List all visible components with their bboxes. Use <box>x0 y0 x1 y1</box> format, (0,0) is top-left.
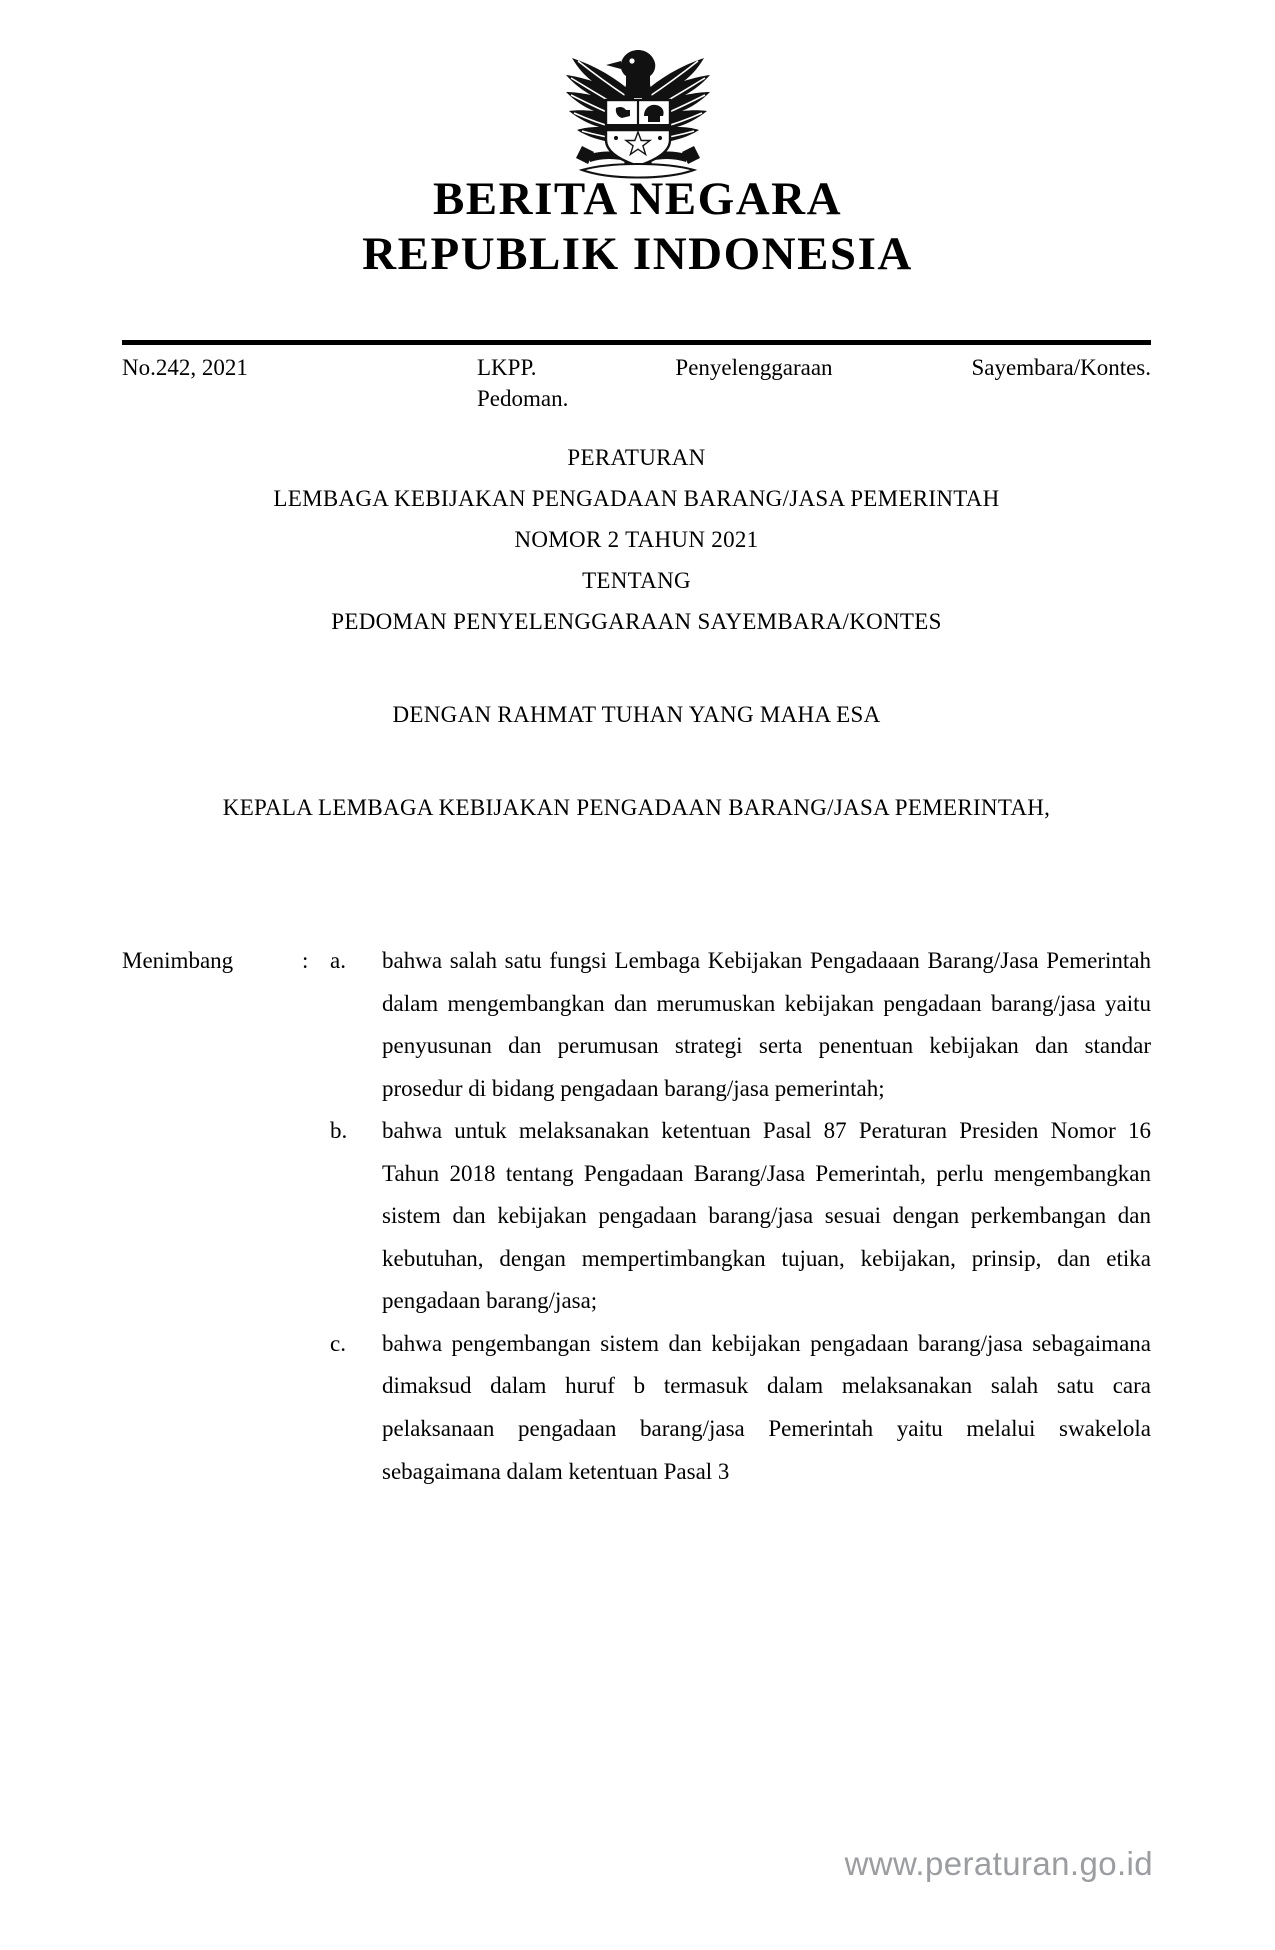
consideration-item-b <box>122 1110 1151 1323</box>
item-text-c: bahwa pengembangan sistem dan kebijakan pengadaan barang/jasa sebagaimana dimaksud dalam huruf b termasuk dalam melaksanakan salah satu cara pelaksanaan pengadaan barang/jasa Pemerintah yaitu melalui swakelola sebagaimana dalam ketentuan Pasal 3 <box>382 1330 1151 1484</box>
item-letter-c: c. <box>330 1330 346 1356</box>
masthead-line-1: BERITA NEGARA <box>432 173 843 225</box>
header-divider <box>122 340 1151 345</box>
title-institution: LEMBAGA KEBIJAKAN PENGADAAN BARANG/JASA PEMERINTAH <box>273 485 1000 511</box>
masthead <box>0 172 1275 283</box>
item-letter-a: a. <box>330 948 346 973</box>
item-text-b: bahwa untuk melaksanakan ketentuan Pasal 87 Peraturan Presiden Nomor 16 Tahun 2018 tentang Pengadaan Barang/Jasa Pemerintah, perlu mengembangkan sistem dan kebijakan pengadaan barang/jasa sesuai dengan perkembangan dan kebutuhan, dengan mempertimbangkan tujuan, kebijakan, prinsip, dan etika pengadaan barang/jasa; <box>382 1118 1151 1314</box>
header-meta-row <box>122 352 1151 414</box>
consideration-item-a <box>122 940 1151 1110</box>
consideration-item-c <box>122 1323 1151 1493</box>
gazette-subject-line-1: LKPP. Penyelenggaraan Sayembara/Kontes. <box>477 355 1151 380</box>
item-letter-b: b. <box>330 1118 348 1144</box>
title-block <box>122 438 1151 829</box>
title-tentang: TENTANG <box>582 567 691 593</box>
footer <box>0 1845 1275 1883</box>
item-text-a: bahwa salah satu fungsi Lembaga Kebijakan Pengadaaan Barang/Jasa Pemerintah dalam mengembangkan dan merumuskan kebijakan pengadaan barang/jasa yaitu penyusunan dan perumusan strategi serta penentuan kebijakan dan standar prosedur di bidang pengadaan barang/jasa pemerintah; <box>382 948 1151 1101</box>
title-authority: KEPALA LEMBAGA KEBIJAKAN PENGADAAN BARANG/JASA PEMERINTAH, <box>222 794 1051 820</box>
title-invocation: DENGAN RAHMAT TUHAN YANG MAHA ESA <box>392 701 881 727</box>
title-peraturan: PERATURAN <box>567 445 706 470</box>
title-spacer-2 <box>122 736 1151 788</box>
gazette-subject-line-2: Pedoman. <box>477 386 569 412</box>
title-subject: PEDOMAN PENYELENGGARAAN SAYEMBARA/KONTES <box>331 608 942 634</box>
gazette-subject <box>477 352 1151 414</box>
title-spacer-1 <box>122 643 1151 695</box>
footer-watermark: www.peraturan.go.id <box>844 1845 1153 1882</box>
masthead-line-2: REPUBLIK INDONESIA <box>362 228 913 281</box>
title-number-year: NOMOR 2 TAHUN 2021 <box>514 526 759 552</box>
emblem-container <box>0 34 1275 184</box>
considerations-colon: : <box>302 948 309 973</box>
gazette-number: No.242, 2021 <box>122 355 248 380</box>
garuda-pancasila-emblem <box>538 34 738 184</box>
considerations-section <box>122 940 1151 1493</box>
considerations-label: Menimbang <box>122 948 234 973</box>
